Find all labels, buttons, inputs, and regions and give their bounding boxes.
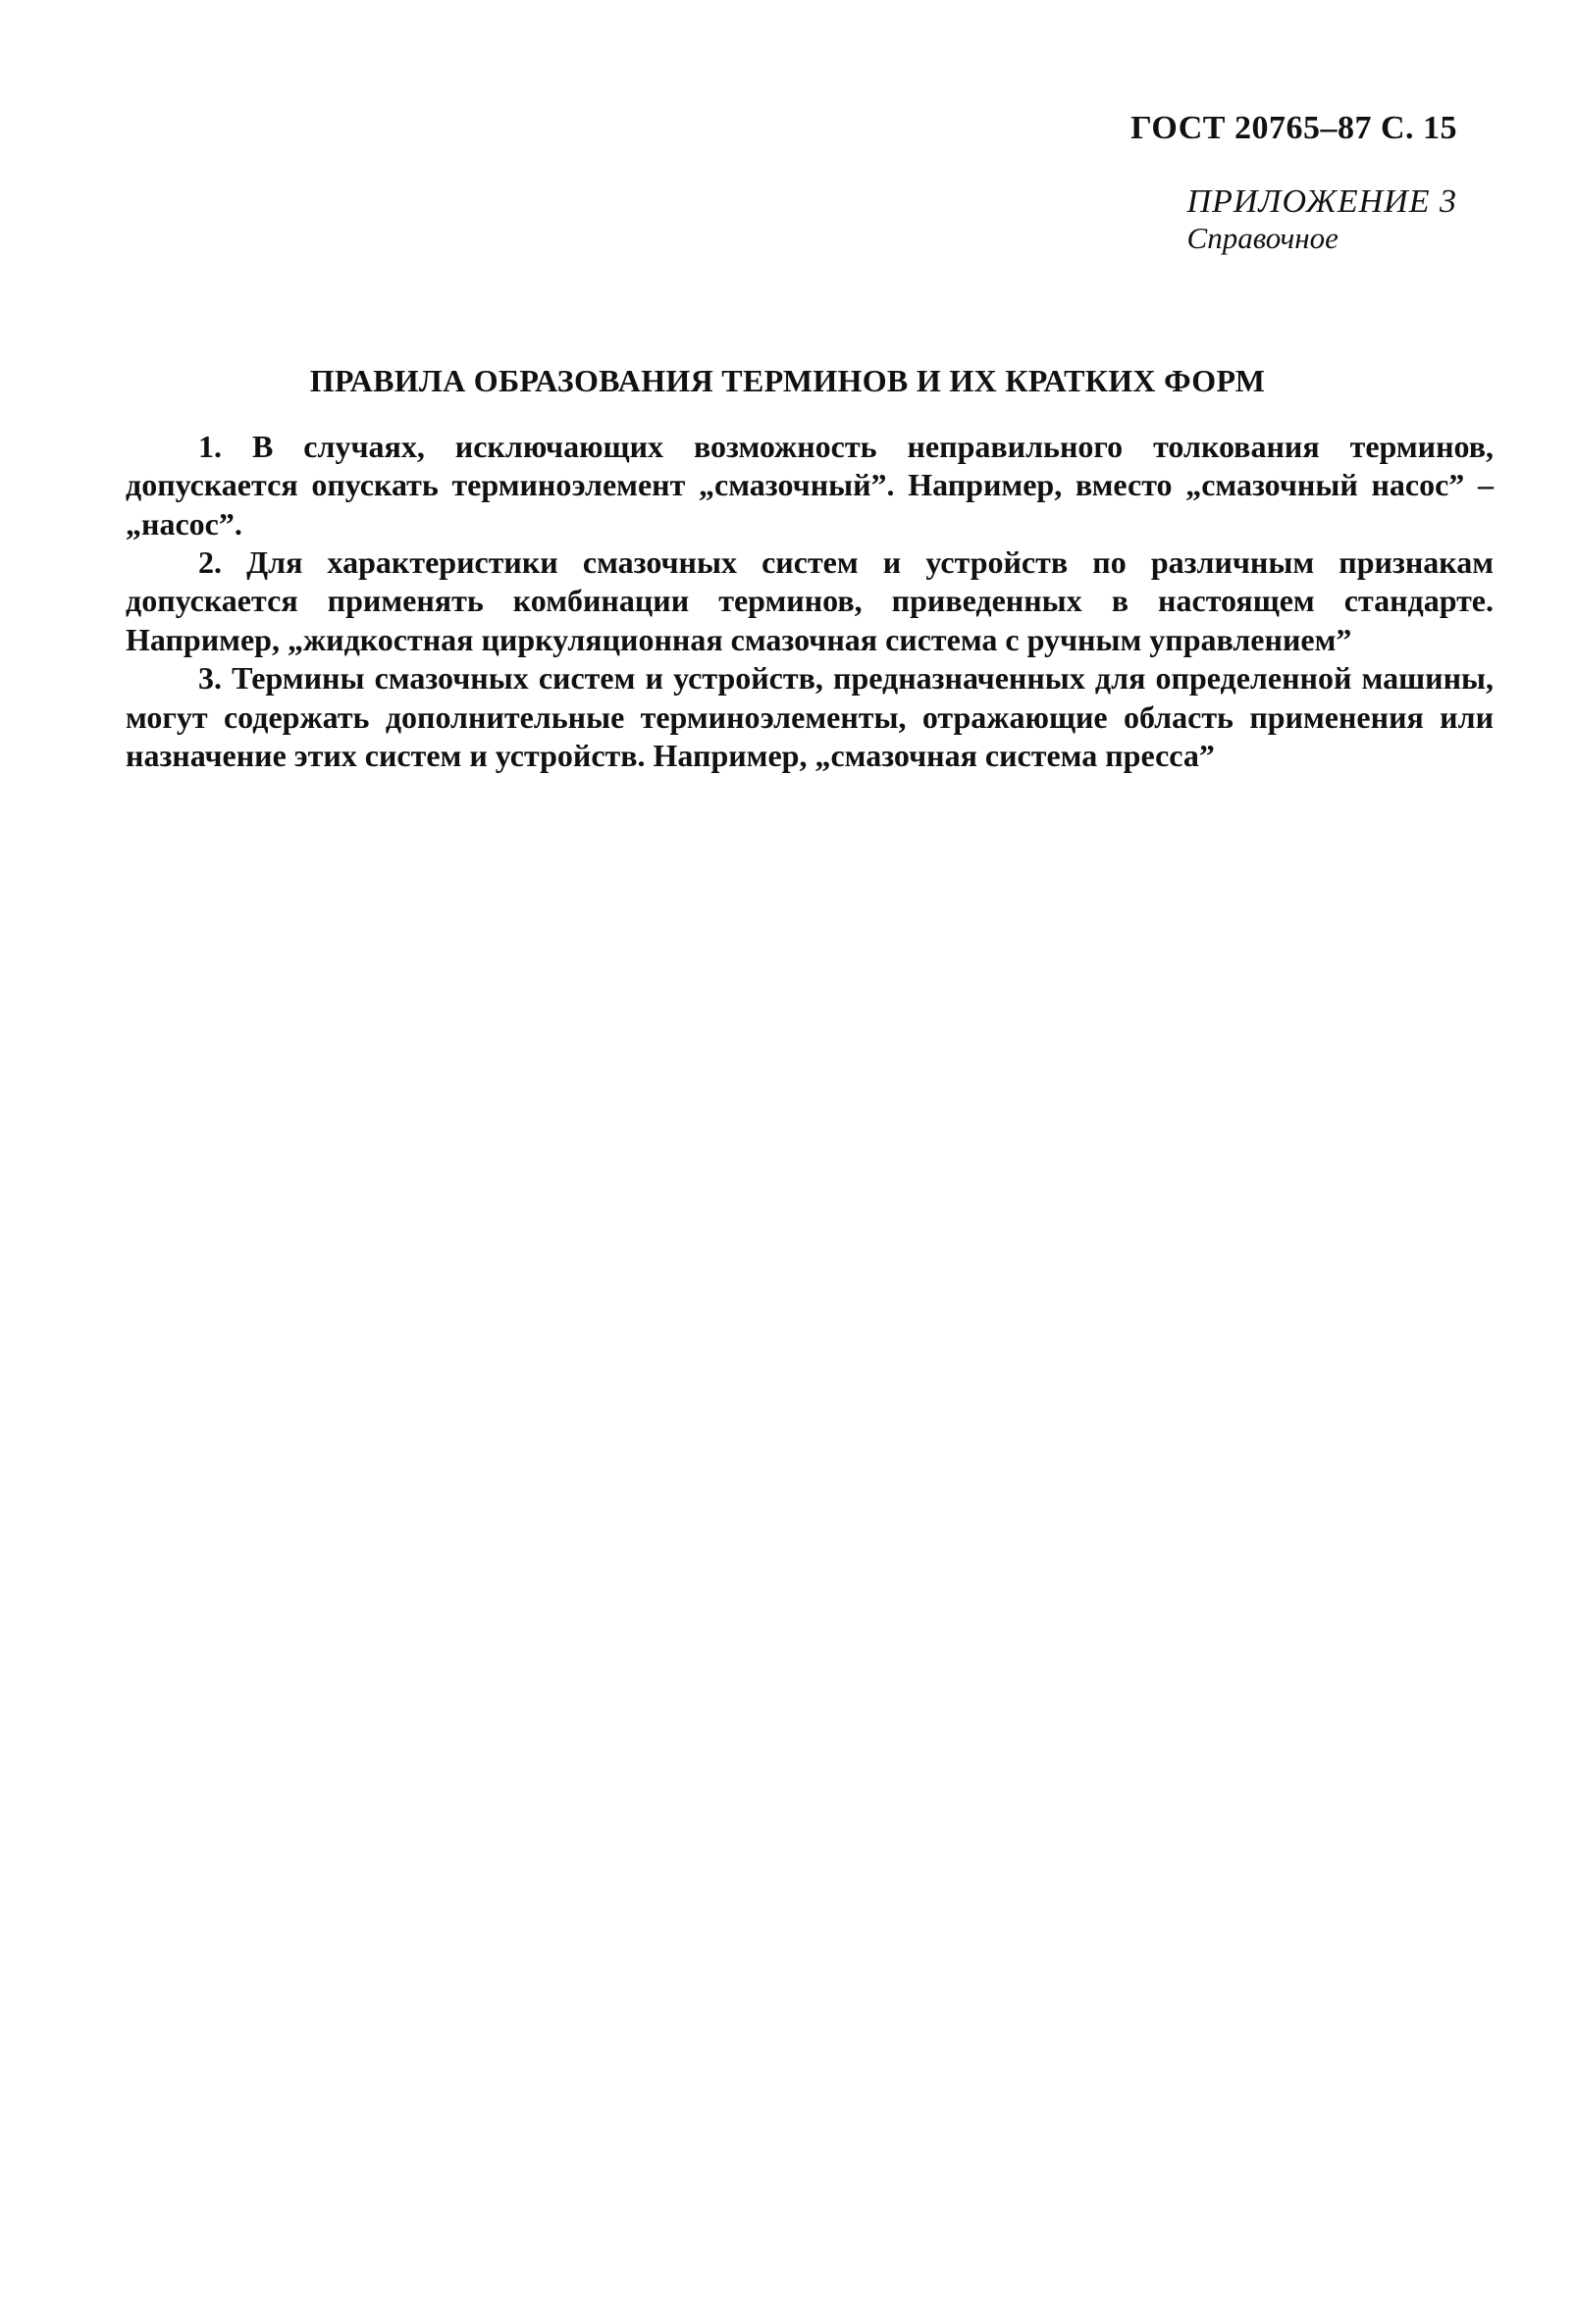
document-body [126, 428, 1494, 775]
section-title: ПРАВИЛА ОБРАЗОВАНИЯ ТЕРМИНОВ И ИХ КРАТКИХ ФОРМ [309, 363, 1266, 398]
appendix-title: ПРИЛОЖЕНИЕ 3 [1186, 183, 1457, 220]
appendix-subtitle: Справочное [1186, 221, 1339, 256]
paragraph-3: 3. Термины смазочных систем и устройств, предназначенных для определенной машины, могут содержать дополнительные терминоэлементы, отражающие область применения или назначение этих систем и устройств. Например, „смазочная система пресса” [126, 660, 1494, 773]
paragraph-2: 2. Для характеристики смазочных систем и устройств по различным признакам допускается применять комбинации терминов, приведенных в настоящем стандарте. Например, „жидкостная циркуляционная смазочная система с ручным управлением” [126, 544, 1494, 657]
standard-page-header: ГОСТ 20765–87 С. 15 [1130, 110, 1457, 146]
paragraph-1: 1. В случаях, исключающих возможность неправильного толкования терминов, допускается опускать терминоэлемент „смазочный”. Например, вместо „смазочный насос” – „насос”. [126, 429, 1494, 542]
appendix-label [1187, 182, 1457, 256]
